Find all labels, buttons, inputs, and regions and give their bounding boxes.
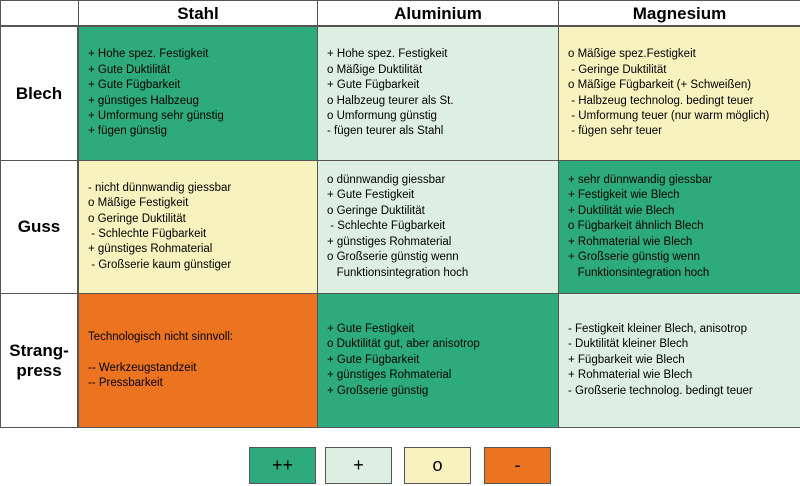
column-header-stahl: Stahl: [78, 0, 318, 26]
corner-cell: [0, 0, 79, 26]
legend-swatch: ++: [249, 447, 316, 484]
cell-line: o Mäßige Duktilität: [327, 63, 423, 76]
table-cell: [558, 26, 800, 161]
cell-line: - Großserie technolog. bedingt teuer: [568, 384, 753, 397]
cell-line: - Schlechte Fügbarkeit: [327, 220, 446, 233]
row-header: [0, 26, 78, 161]
row-header-label: Strang-: [9, 340, 69, 360]
cell-line: -- Pressbarkeit: [88, 376, 163, 389]
cell-line: Funktionsintegration hoch: [327, 266, 469, 279]
cell-line: + günstiges Rohmaterial: [327, 235, 452, 248]
cell-line: + Gute Fügbarkeit: [88, 79, 181, 92]
cell-line: - Festigkeit kleiner Blech, anisotrop: [568, 322, 747, 335]
table-cell: [78, 26, 318, 161]
cell-line: - Umformung teuer (nur warm möglich): [568, 109, 770, 122]
table-cell: [78, 293, 318, 428]
cell-line: + Gute Festigkeit: [327, 322, 415, 335]
legend-swatch: o: [404, 447, 471, 484]
cell-line: - Großserie kaum günstiger: [88, 258, 232, 271]
cell-line: o Fügbarkeit ähnlich Blech: [568, 220, 704, 233]
cell-line: + günstiges Rohmaterial: [327, 369, 452, 382]
cell-line: o Duktilität gut, aber anisotrop: [327, 338, 480, 351]
cell-line: + Gute Festigkeit: [327, 189, 415, 202]
cell-line: + Hohe spez. Festigkeit: [88, 48, 209, 61]
cell-line: + Gute Duktilität: [88, 63, 171, 76]
cell-line: - fügen teurer als Stahl: [327, 125, 444, 138]
cell-line: - Halbzeug technolog. bedingt teuer: [568, 94, 754, 107]
cell-line: o dünnwandig giessbar: [327, 174, 446, 187]
row-header-label: press: [16, 360, 62, 380]
cell-line: o Mäßige Fügbarkeit (+ Schweißen): [568, 79, 752, 92]
cell-line: + Rohmaterial wie Blech: [568, 369, 693, 382]
table-cell: [558, 160, 800, 294]
column-header-magnesium: Magnesium: [558, 0, 800, 26]
row-header-label: Blech: [15, 83, 63, 103]
cell-line: + Gute Fügbarkeit: [327, 79, 420, 92]
cell-line: + Großserie günstig: [327, 384, 429, 397]
cell-line: + fügen günstig: [88, 125, 167, 138]
table-cell: [558, 293, 800, 428]
cell-line: o Umformung günstig: [327, 109, 437, 122]
cell-line: -- Werkzeugstandzeit: [88, 361, 197, 374]
cell-line: + Hohe spez. Festigkeit: [327, 48, 448, 61]
cell-line: - Schlechte Fügbarkeit: [88, 228, 207, 240]
legend-swatch: -: [484, 447, 551, 484]
table-cell: [317, 293, 559, 428]
cell-line: + Fügbarkeit wie Blech: [568, 353, 685, 366]
table-cell: [78, 160, 318, 294]
cell-line: + Umformung sehr günstig: [88, 109, 224, 122]
cell-line: o Geringe Duktilität: [327, 204, 425, 217]
cell-line: + Gute Fügbarkeit: [327, 353, 420, 366]
cell-line: + günstiges Rohmaterial: [88, 243, 213, 256]
row-header: [0, 293, 78, 428]
cell-line: + sehr dünnwandig giessbar: [568, 174, 713, 187]
cell-line: - nicht dünnwandig giessbar: [88, 181, 232, 194]
column-header-aluminium: Aluminium: [317, 0, 559, 26]
cell-line: o Mäßige Festigkeit: [88, 197, 189, 210]
table-cell: [317, 160, 559, 294]
cell-line: + Rohmaterial wie Blech: [568, 235, 693, 248]
cell-line: + Großserie günstig wenn: [568, 251, 700, 264]
cell-line: Technologisch nicht sinnvoll:: [88, 330, 234, 343]
cell-line: - Duktilität kleiner Blech: [568, 338, 689, 351]
cell-line: [88, 345, 317, 360]
cell-line: o Großserie günstig wenn: [327, 251, 459, 264]
row-header: [0, 160, 78, 294]
cell-line: Funktionsintegration hoch: [568, 266, 710, 279]
cell-line: o Halbzeug teurer als St.: [327, 94, 454, 107]
cell-line: + günstiges Halbzeug: [88, 94, 199, 107]
cell-line: o Mäßige spez.Festigkeit: [568, 48, 696, 61]
row-header-label: Guss: [17, 217, 61, 236]
cell-line: - Geringe Duktilität: [568, 63, 667, 76]
cell-line: + Festigkeit wie Blech: [568, 189, 680, 202]
legend-swatch: +: [325, 447, 392, 484]
cell-line: o Geringe Duktilität: [88, 212, 186, 225]
table-cell: [317, 26, 559, 161]
cell-line: + Duktilität wie Blech: [568, 204, 675, 217]
cell-line: - fügen sehr teuer: [568, 125, 662, 138]
